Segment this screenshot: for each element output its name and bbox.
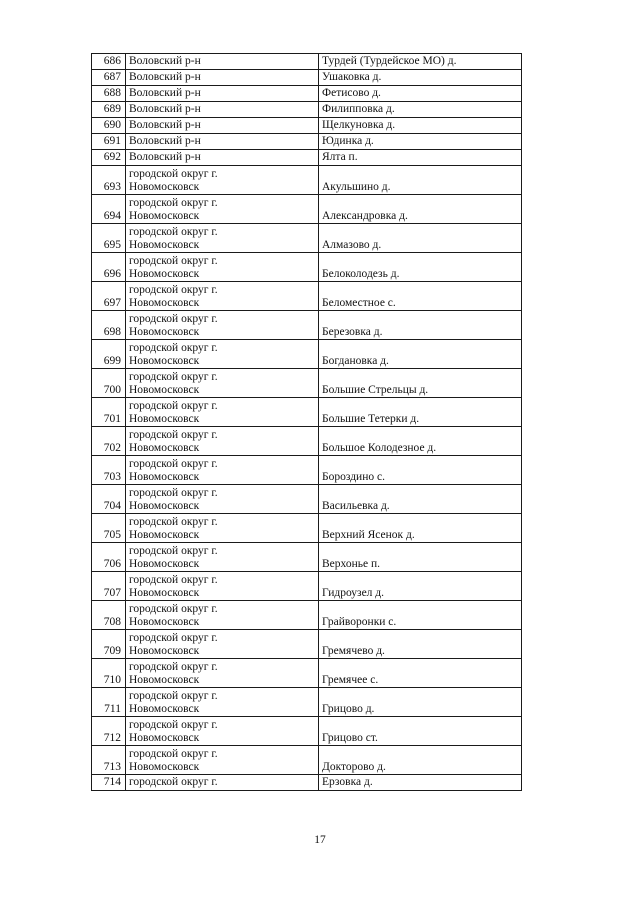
table-row [92,54,522,70]
settlement-name: Васильевка д. [319,485,522,514]
district-line: Воловский р-н [129,55,201,67]
row-number: 709 [92,630,126,659]
district-cell [126,775,319,791]
district-cell [126,398,319,427]
row-number: 688 [92,86,126,102]
district-line: Новомосковск [129,471,200,483]
district-cell [126,746,319,775]
row-number: 700 [92,369,126,398]
settlement-name: Грицово д. [319,688,522,717]
row-number: 714 [92,775,126,791]
district-cell [126,102,319,118]
table-row [92,118,522,134]
table-row [92,150,522,166]
settlement-name: Ушаковка д. [319,70,522,86]
district-line: городской округ г. [129,603,218,615]
table-row [92,427,522,456]
settlement-name: Гидроузел д. [319,572,522,601]
table-row [92,86,522,102]
row-number: 704 [92,485,126,514]
table-row [92,340,522,369]
district-cell [126,688,319,717]
district-line: Воловский р-н [129,151,201,163]
settlement-name: Фетисово д. [319,86,522,102]
row-number: 689 [92,102,126,118]
district-line: Воловский р-н [129,103,201,115]
row-number: 693 [92,166,126,195]
district-line: городской округ г. [129,719,218,731]
district-cell [126,54,319,70]
district-cell [126,630,319,659]
table-row [92,775,522,791]
row-number: 687 [92,70,126,86]
settlement-name: Алмазово д. [319,224,522,253]
settlement-name: Беломестное с. [319,282,522,311]
row-number: 711 [92,688,126,717]
district-cell [126,340,319,369]
district-line: Новомосковск [129,732,200,744]
settlement-name: Грицово ст. [319,717,522,746]
row-number: 696 [92,253,126,282]
district-line: городской округ г. [129,197,218,209]
district-line: городской округ г. [129,487,218,499]
table-row [92,253,522,282]
district-line: городской округ г. [129,313,218,325]
settlement-name: Белоколодезь д. [319,253,522,282]
settlement-name: Большие Тетерки д. [319,398,522,427]
district-line: городской округ г. [129,632,218,644]
district-line: Новомосковск [129,413,200,425]
settlement-name: Ерзовка д. [319,775,522,791]
district-line: Воловский р-н [129,87,201,99]
district-line: Новомосковск [129,239,200,251]
district-line: городской округ г. [129,400,218,412]
table-row [92,134,522,150]
row-number: 708 [92,601,126,630]
table-row [92,456,522,485]
district-cell [126,572,319,601]
row-number: 706 [92,543,126,572]
settlement-name: Гремячее с. [319,659,522,688]
district-line: городской округ г. [129,168,218,180]
table-row [92,572,522,601]
settlement-name: Акульшино д. [319,166,522,195]
row-number: 694 [92,195,126,224]
district-line: Новомосковск [129,587,200,599]
district-cell [126,427,319,456]
row-number: 705 [92,514,126,543]
district-line: городской округ г. [129,226,218,238]
district-line: Новомосковск [129,355,200,367]
row-number: 691 [92,134,126,150]
district-line: Новомосковск [129,442,200,454]
district-cell [126,456,319,485]
district-cell [126,86,319,102]
table-row [92,166,522,195]
table-row [92,398,522,427]
settlements-table [91,53,522,791]
district-cell [126,514,319,543]
row-number: 692 [92,150,126,166]
settlement-name: Александровка д. [319,195,522,224]
district-cell [126,150,319,166]
district-line: Новомосковск [129,761,200,773]
row-number: 697 [92,282,126,311]
district-line: Новомосковск [129,210,200,222]
district-line: городской округ г. [129,342,218,354]
settlement-name: Большие Стрельцы д. [319,369,522,398]
district-cell [126,311,319,340]
district-line: городской округ г. [129,255,218,267]
settlement-name: Большое Колодезное д. [319,427,522,456]
row-number: 695 [92,224,126,253]
district-cell [126,166,319,195]
district-line: Новомосковск [129,674,200,686]
district-cell [126,717,319,746]
district-cell [126,224,319,253]
district-line: Новомосковск [129,326,200,338]
row-number: 698 [92,311,126,340]
district-cell [126,282,319,311]
settlement-name: Верхний Ясенок д. [319,514,522,543]
district-line: городской округ г. [129,371,218,383]
settlement-name: Турдей (Турдейское МО) д. [319,54,522,70]
table-row [92,601,522,630]
district-line: Новомосковск [129,645,200,657]
settlement-name: Юдинка д. [319,134,522,150]
district-cell [126,659,319,688]
row-number: 707 [92,572,126,601]
district-line: Воловский р-н [129,119,201,131]
table-row [92,224,522,253]
settlement-name: Богдановка д. [319,340,522,369]
district-line: Новомосковск [129,529,200,541]
table-row [92,746,522,775]
table-row [92,543,522,572]
table-row [92,688,522,717]
row-number: 686 [92,54,126,70]
district-line: Новомосковск [129,297,200,309]
district-line: Новомосковск [129,703,200,715]
district-line: Новомосковск [129,384,200,396]
settlement-name: Бороздино с. [319,456,522,485]
row-number: 713 [92,746,126,775]
district-line: городской округ г. [129,690,218,702]
district-line: Новомосковск [129,616,200,628]
district-cell [126,253,319,282]
settlement-name: Ялта п. [319,150,522,166]
district-line: Воловский р-н [129,71,201,83]
settlement-name: Березовка д. [319,311,522,340]
district-cell [126,70,319,86]
district-line: городской округ г. [129,284,218,296]
district-line: Новомосковск [129,558,200,570]
row-number: 710 [92,659,126,688]
row-number: 699 [92,340,126,369]
table-row [92,70,522,86]
settlement-name: Верхонье п. [319,543,522,572]
district-line: Воловский р-н [129,135,201,147]
row-number: 703 [92,456,126,485]
district-cell [126,134,319,150]
district-line: городской округ г. [129,429,218,441]
district-line: городской округ г. [129,516,218,528]
row-number: 702 [92,427,126,456]
table-row [92,659,522,688]
table-row [92,485,522,514]
settlement-name: Филипповка д. [319,102,522,118]
table-row [92,717,522,746]
district-line: городской округ г. [129,748,218,760]
table-row [92,514,522,543]
district-cell [126,118,319,134]
page-number: 17 [314,834,326,846]
district-line: Новомосковск [129,181,200,193]
district-cell [126,601,319,630]
table-body [92,54,522,791]
settlement-name: Гремячево д. [319,630,522,659]
settlement-name: Докторово д. [319,746,522,775]
district-cell [126,369,319,398]
table-row [92,369,522,398]
table-row [92,282,522,311]
row-number: 690 [92,118,126,134]
settlement-name: Щелкуновка д. [319,118,522,134]
district-cell [126,195,319,224]
table-row [92,195,522,224]
district-line: городской округ г. [129,574,218,586]
district-cell [126,543,319,572]
district-line: городской округ г. [129,776,218,788]
district-line: городской округ г. [129,661,218,673]
district-line: городской округ г. [129,458,218,470]
district-line: Новомосковск [129,500,200,512]
district-line: городской округ г. [129,545,218,557]
table-row [92,102,522,118]
district-cell [126,485,319,514]
row-number: 701 [92,398,126,427]
row-number: 712 [92,717,126,746]
table-row [92,311,522,340]
table-row [92,630,522,659]
district-line: Новомосковск [129,268,200,280]
settlement-name: Грайворонки с. [319,601,522,630]
